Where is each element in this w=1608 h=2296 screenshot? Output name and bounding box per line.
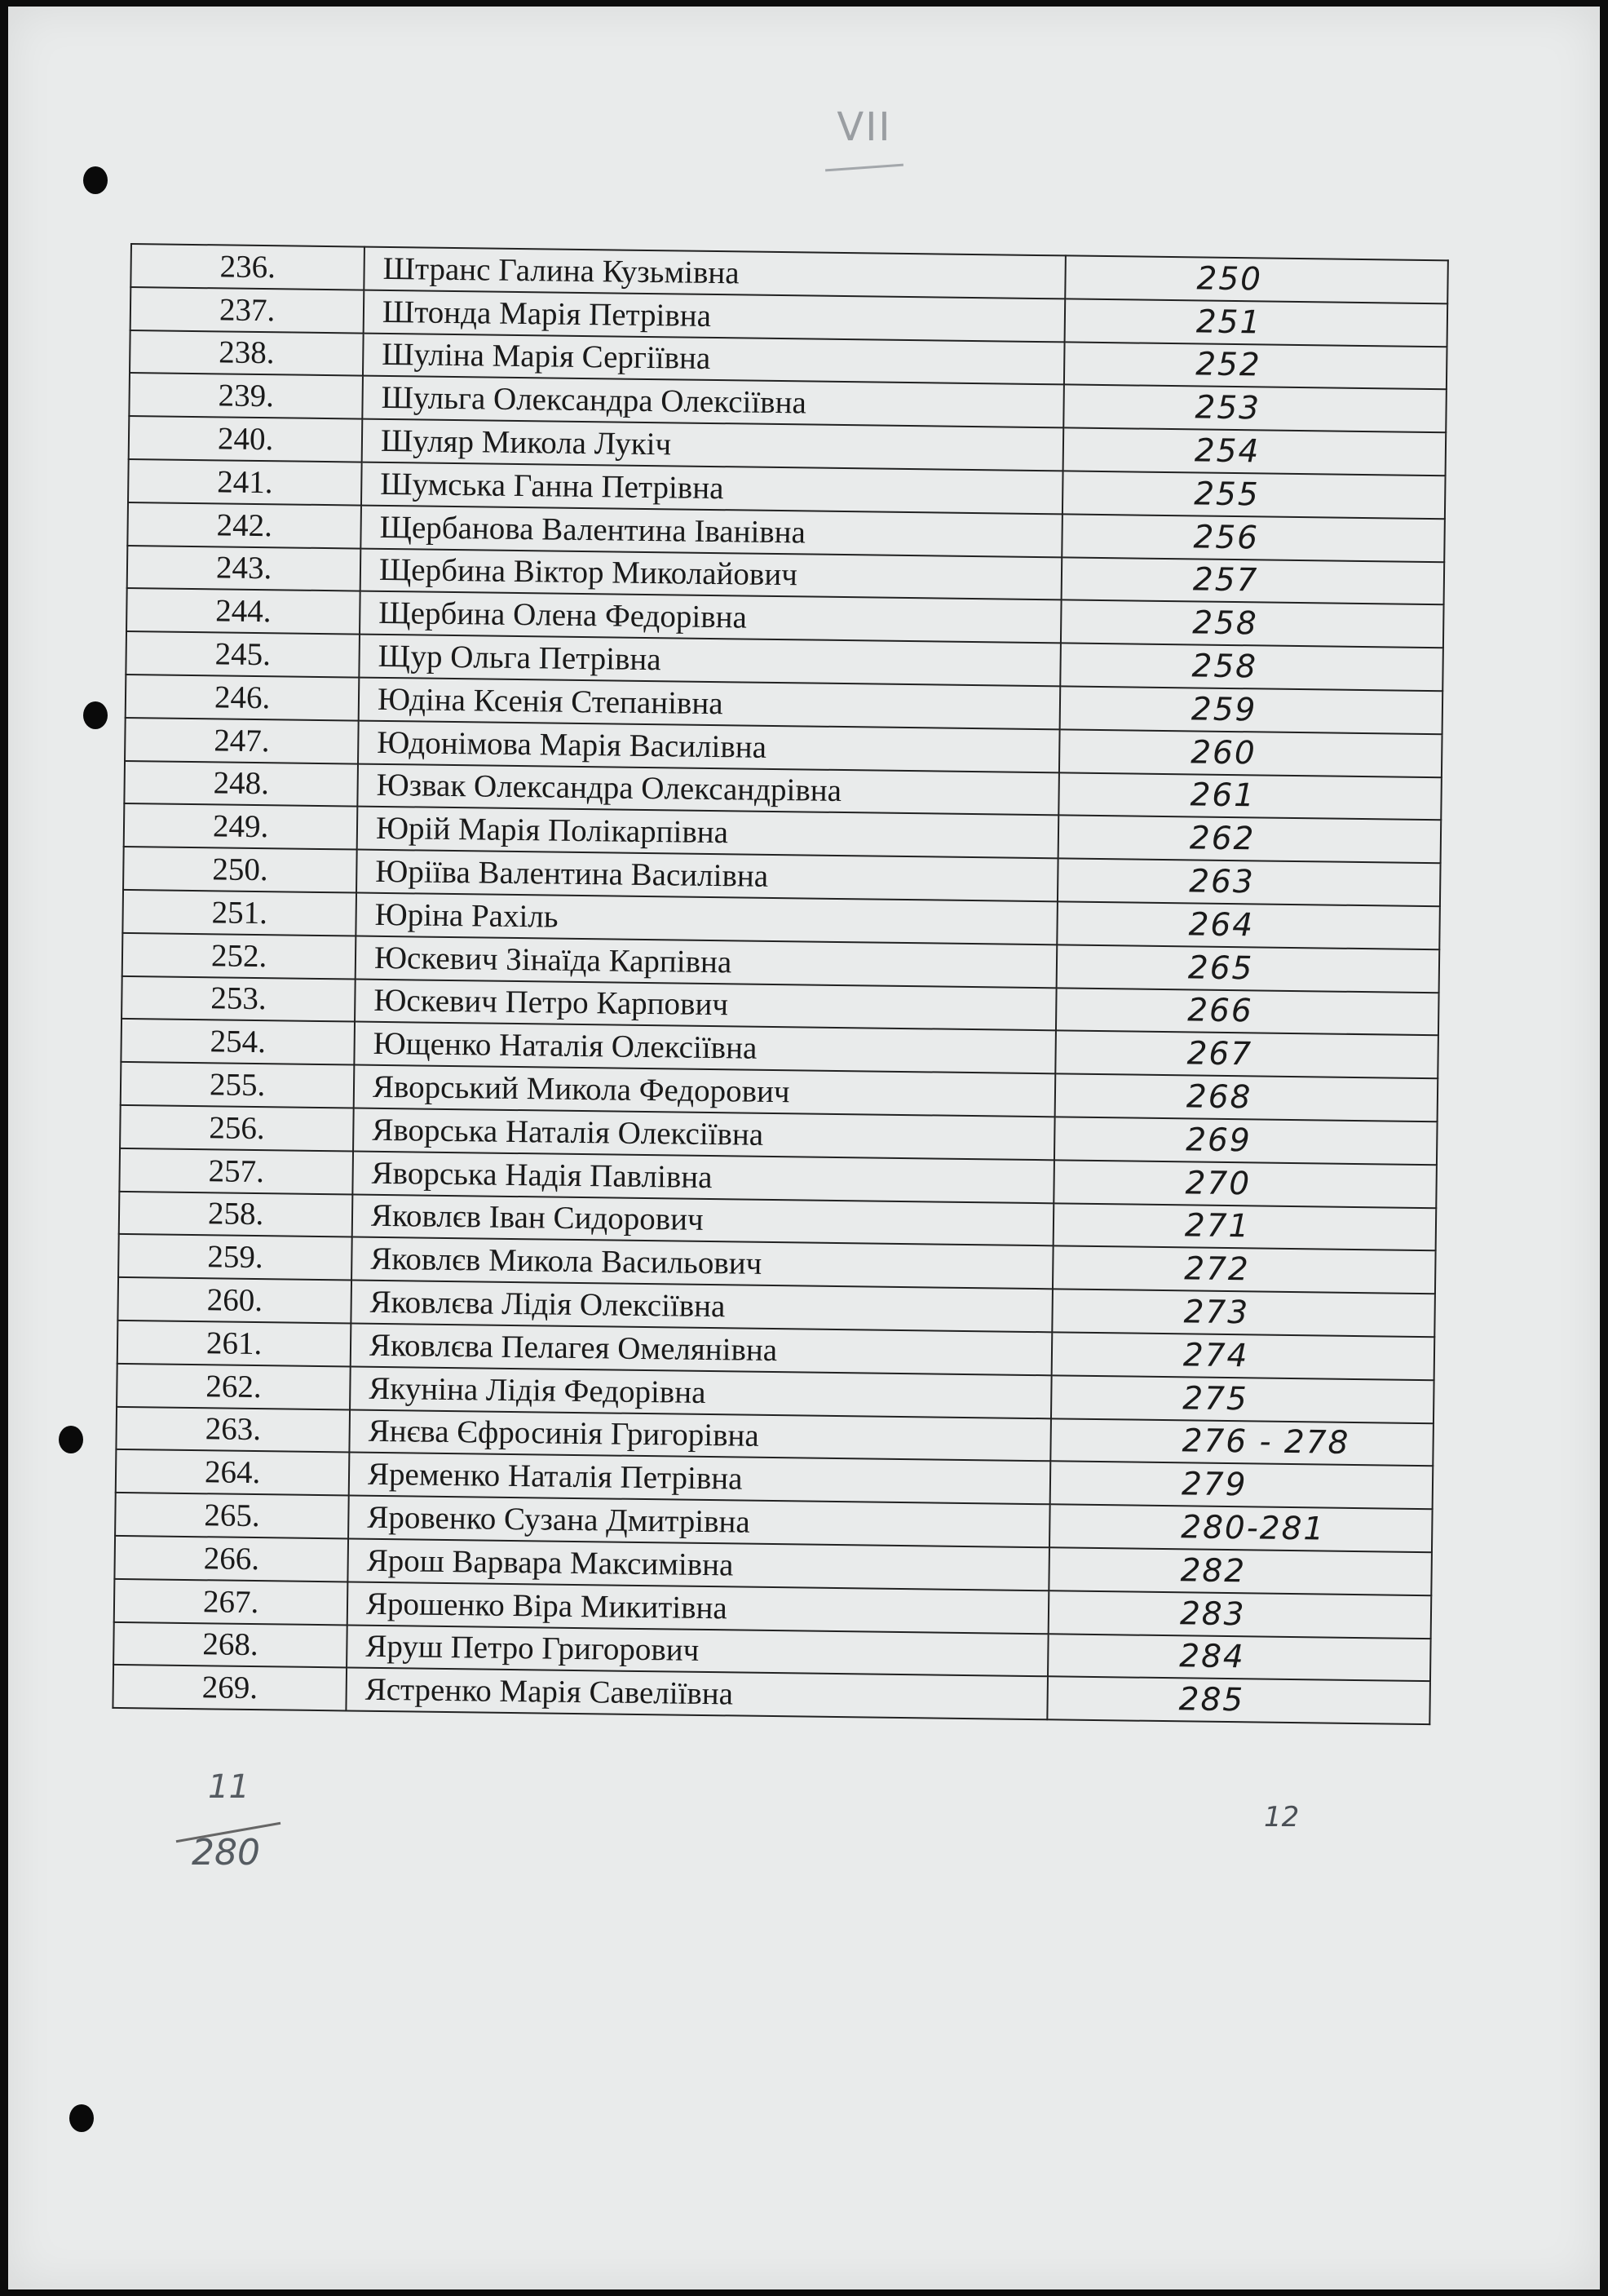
- row-number: 259.: [118, 1234, 352, 1280]
- page-reference: 276 - 278: [1050, 1418, 1434, 1467]
- handwritten-total: 280: [192, 1832, 260, 1874]
- page-reference: 265: [1057, 945, 1440, 993]
- row-number: 248.: [124, 761, 358, 807]
- person-name: Яруш Петро Григорович: [347, 1625, 1049, 1677]
- row-number: 249.: [124, 803, 358, 849]
- page-reference: 262: [1058, 816, 1442, 864]
- page-reference: 264: [1057, 901, 1440, 949]
- person-name: Шуліна Марія Сергіївна: [363, 333, 1065, 385]
- person-name: Яковлєва Лідія Олексіївна: [351, 1281, 1053, 1333]
- person-name: Юскевич Зінаїда Карпівна: [356, 936, 1058, 988]
- person-name: Штранс Галина Кузьмівна: [364, 247, 1066, 299]
- person-name: Янєва Єфросинія Григорівна: [349, 1409, 1051, 1462]
- person-name: Яковлєва Пелагея Омелянівна: [351, 1323, 1053, 1375]
- page-reference: 269: [1054, 1117, 1438, 1165]
- person-name: Якуніна Лідія Федорівна: [350, 1366, 1052, 1418]
- section-mark-underline: [825, 164, 903, 172]
- page-reference: 267: [1055, 1031, 1438, 1079]
- row-number: 258.: [119, 1191, 353, 1236]
- handwritten-count: 11: [208, 1768, 250, 1806]
- page-reference: 258: [1061, 600, 1444, 648]
- page-reference: 253: [1063, 385, 1447, 433]
- page-reference: 251: [1065, 299, 1448, 347]
- row-number: 255.: [121, 1062, 355, 1108]
- row-number: 260.: [117, 1277, 351, 1323]
- row-number: 257.: [119, 1148, 353, 1194]
- row-number: 266.: [114, 1536, 348, 1582]
- row-number: 242.: [127, 502, 361, 548]
- row-number: 254.: [121, 1019, 355, 1064]
- person-name: Шумська Ганна Петрівна: [361, 462, 1063, 515]
- person-name: Щур Ольга Петрівна: [359, 635, 1061, 687]
- person-name: Ярошенко Віра Микитівна: [347, 1582, 1049, 1634]
- row-number: 237.: [130, 287, 364, 333]
- person-name: Яременко Наталія Петрівна: [349, 1453, 1051, 1505]
- row-number: 262.: [117, 1364, 351, 1409]
- person-name: Юрій Марія Полікарпівна: [357, 807, 1059, 859]
- punch-hole: [69, 2104, 94, 2132]
- page-reference: 256: [1062, 514, 1445, 562]
- person-name: Ярош Варвара Максимівна: [347, 1538, 1049, 1590]
- row-number: 247.: [125, 718, 359, 763]
- person-name: Шульга Олександра Олексіївна: [362, 376, 1064, 428]
- person-name: Шуляр Микола Лукіч: [362, 419, 1064, 471]
- person-name: Яворська Наталія Олексіївна: [353, 1108, 1055, 1160]
- person-name: Юріїва Валентина Василівна: [356, 850, 1058, 902]
- person-name: Яковлєв Іван Сидорович: [352, 1194, 1054, 1246]
- page-reference: 270: [1054, 1160, 1437, 1208]
- page-reference: 284: [1048, 1634, 1431, 1682]
- page-reference: 280-281: [1049, 1504, 1433, 1552]
- page-reference: 285: [1047, 1677, 1430, 1725]
- row-number: 264.: [116, 1449, 350, 1495]
- person-name: Юдіна Ксенія Степанівна: [359, 678, 1061, 730]
- person-name: Яворський Микола Федорович: [354, 1065, 1056, 1117]
- row-number: 246.: [126, 675, 360, 720]
- page-reference: 266: [1056, 988, 1439, 1036]
- row-number: 269.: [113, 1665, 347, 1710]
- row-number: 243.: [127, 546, 361, 591]
- person-name: Щербанова Валентина Іванівна: [360, 505, 1062, 557]
- page-reference: 254: [1063, 428, 1447, 476]
- row-number: 239.: [129, 373, 363, 418]
- page-reference: 250: [1065, 255, 1448, 303]
- row-number: 238.: [130, 330, 364, 376]
- person-name: Штонда Марія Петрівна: [364, 290, 1066, 342]
- page-reference: 279: [1050, 1462, 1434, 1510]
- page-reference: 263: [1058, 859, 1441, 907]
- person-name: Ястренко Марія Савеліївна: [346, 1668, 1048, 1720]
- row-number: 268.: [113, 1621, 347, 1667]
- row-number: 240.: [129, 416, 363, 462]
- person-name: Щербина Віктор Миколайович: [360, 548, 1062, 600]
- page-reference: 255: [1062, 471, 1446, 519]
- handwritten-page-mark: 12: [1264, 1801, 1300, 1834]
- row-number: 267.: [114, 1579, 348, 1625]
- row-number: 250.: [123, 847, 357, 892]
- page-reference: 261: [1058, 772, 1442, 821]
- punch-hole: [83, 701, 108, 729]
- row-number: 265.: [115, 1493, 349, 1538]
- page-reference: 252: [1064, 342, 1447, 390]
- row-number: 263.: [116, 1406, 350, 1452]
- person-name: Яворська Надія Павлівна: [352, 1151, 1054, 1203]
- section-mark: VII: [837, 104, 892, 150]
- punch-hole: [83, 166, 108, 194]
- page-reference: 268: [1055, 1073, 1438, 1121]
- row-number: 245.: [126, 631, 360, 677]
- registry-table: [112, 243, 1448, 1725]
- person-name: Яровенко Сузана Дмитрівна: [348, 1496, 1050, 1548]
- row-number: 261.: [117, 1321, 351, 1366]
- page-reference: 259: [1060, 686, 1443, 734]
- page-reference: 258: [1060, 644, 1443, 692]
- page-reference: 260: [1059, 729, 1442, 777]
- person-name: Юскевич Петро Карпович: [355, 979, 1057, 1031]
- page-reference: 272: [1053, 1246, 1436, 1294]
- row-number: 252.: [122, 933, 356, 979]
- page-reference: 275: [1051, 1375, 1434, 1423]
- row-number: 241.: [128, 459, 362, 505]
- row-number: 236.: [130, 244, 364, 290]
- page-reference: 283: [1049, 1590, 1432, 1639]
- person-name: Щербина Олена Федорівна: [360, 591, 1062, 644]
- person-name: Ющенко Наталія Олексіївна: [354, 1022, 1056, 1074]
- person-name: Юзвак Олександра Олександрівна: [357, 763, 1059, 816]
- page-reference: 271: [1054, 1203, 1437, 1251]
- person-name: Юдонімова Марія Василівна: [358, 720, 1060, 772]
- punch-hole: [59, 1426, 83, 1453]
- row-number: 256.: [120, 1105, 354, 1151]
- page-reference: 273: [1052, 1289, 1435, 1337]
- row-number: 253.: [121, 975, 356, 1021]
- row-number: 251.: [122, 890, 356, 936]
- page-reference: 274: [1052, 1332, 1435, 1380]
- page-reference: 257: [1062, 557, 1445, 605]
- document-page: [8, 7, 1600, 2289]
- page-reference: 282: [1049, 1547, 1432, 1595]
- person-name: Яковлєв Микола Васильович: [351, 1237, 1054, 1290]
- person-name: Юріна Рахіль: [356, 892, 1058, 945]
- row-number: 244.: [126, 588, 360, 634]
